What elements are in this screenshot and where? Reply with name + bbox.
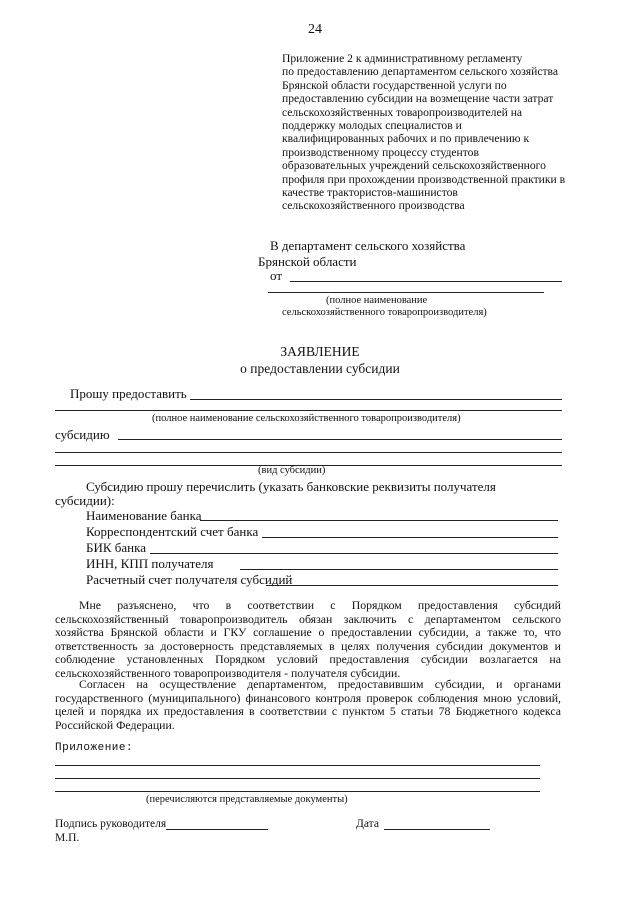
attachment-field-2[interactable]: [55, 778, 540, 779]
request-field-2[interactable]: [55, 410, 562, 411]
from-field[interactable]: [290, 281, 562, 282]
attachment-label: Приложение:: [55, 742, 134, 754]
attachment-field-1[interactable]: [55, 765, 540, 766]
document-title: ЗАЯВЛЕНИЕ: [280, 344, 360, 359]
bank-name-label: Наименование банка: [86, 508, 202, 523]
appendix-line: образовательных учреждений сельскохозяйственного: [282, 159, 546, 173]
explanation-paragraph: Мне разъяснено, что в соответствии с Порядком предоставления субсидий сельскохозяйственный товаропроизводитель обязан заключить с департаментом сельского хозяйства Брянской области и ГКУ соглашение о предоставлении субсидии, а также то, что ответственность за достоверность представляемых в целях получения субсидии документов и соблюдение установленных Порядком условий предоставления субсидии возлагается на сельскохозяйственного товаропроизводителя - получателя субсидии.: [55, 598, 561, 680]
consent-paragraph: Согласен на осуществление департаментом, предоставившим субсидии, и органами государственного (муниципального) финансового контроля проверок соблюдения мною условий, целей и порядка их предоставления в соответствии с пунктом 5 статьи 78 Бюджетного кодекса Российской Федерации.: [55, 677, 561, 732]
appendix-note: [282, 52, 622, 213]
inn-kpp-field[interactable]: [240, 569, 558, 570]
bank-name-field[interactable]: [200, 520, 558, 521]
subsidy-field[interactable]: [118, 439, 562, 440]
document-subtitle: о предоставлении субсидии: [240, 361, 400, 376]
corr-account-label: Корреспондентский счет банка: [86, 524, 259, 539]
attachment-hint: (перечисляются представляемые документы): [146, 794, 348, 805]
page-number: 24: [308, 22, 322, 37]
appendix-line: Брянской области государственной услуги по: [282, 78, 507, 92]
seal-label: М.П.: [55, 832, 80, 844]
subsidy-label: субсидию: [55, 427, 110, 442]
appendix-line: качестве трактористов-машинистов: [282, 186, 458, 200]
from-field-2[interactable]: [268, 292, 544, 293]
transfer-line1: Субсидию прошу перечислить (указать банковские реквизиты получателя: [86, 479, 496, 494]
signature-field[interactable]: [166, 829, 268, 830]
settlement-account-label: Расчетный счет получателя субсидий: [86, 572, 293, 587]
appendix-line: производственному процессу студентов: [282, 145, 479, 159]
date-field[interactable]: [384, 829, 490, 830]
producer-hint: (полное наименование сельскохозяйственного товаропроизводителя): [152, 413, 461, 424]
attachment-field-3[interactable]: [55, 791, 540, 792]
inn-kpp-label: ИНН, КПП получателя: [86, 556, 214, 571]
request-field[interactable]: [190, 399, 562, 400]
transfer-line2: субсидии):: [55, 493, 115, 508]
appendix-line: профиля при прохождении производственной практики в: [282, 172, 566, 186]
bik-field[interactable]: [150, 553, 558, 554]
from-label: от: [270, 268, 283, 283]
addressee-hint-2: сельскохозяйственного товаропроизводителя): [282, 307, 487, 318]
appendix-line: поддержку молодых специалистов и: [282, 119, 462, 133]
appendix-line: по предоставлению департаментом сельского хозяйства: [282, 65, 559, 79]
appendix-line: сельскохозяйственных товаропроизводителей на: [282, 105, 523, 119]
appendix-line: Приложение 2 к административному регламенту: [282, 52, 523, 65]
addressee-line2: Брянской области: [258, 254, 357, 269]
request-label: Прошу предоставить: [70, 386, 187, 401]
signature-label: Подпись руководителя: [55, 818, 167, 830]
appendix-line: сельскохозяйственного производства: [282, 199, 465, 213]
subsidy-field-2[interactable]: [55, 452, 562, 453]
bik-label: БИК банка: [86, 540, 147, 555]
subsidy-type-hint: (вид субсидии): [258, 465, 326, 476]
settlement-account-field[interactable]: [266, 585, 558, 586]
date-label: Дата: [356, 818, 379, 830]
addressee-line1: В департамент сельского хозяйства: [270, 238, 466, 253]
appendix-line: квалифицированных рабочих и по привлечению к: [282, 132, 530, 146]
corr-account-field[interactable]: [262, 537, 558, 538]
appendix-line: предоставлению субсидии на возмещение части затрат: [282, 92, 554, 106]
addressee-hint-1: (полное наименование: [326, 295, 428, 306]
